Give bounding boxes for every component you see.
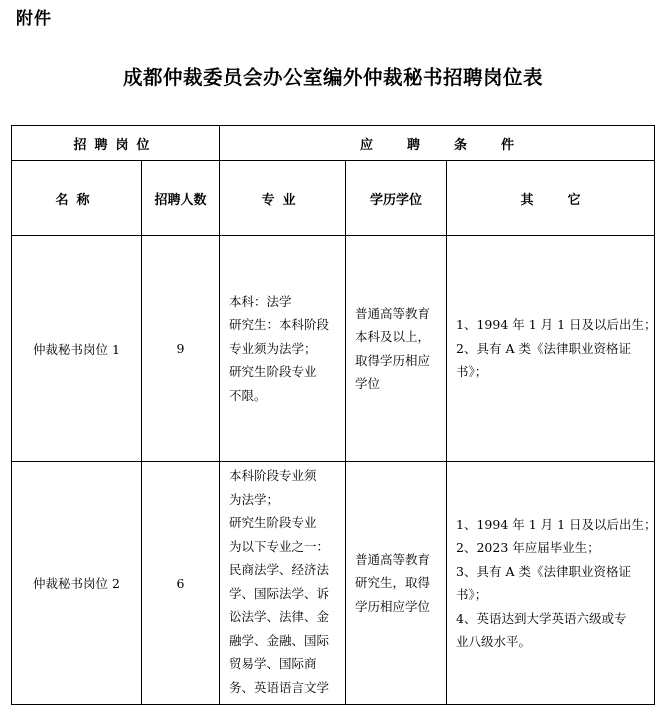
header-name: 名称: [12, 161, 142, 236]
table-column-header-row: [12, 161, 655, 236]
degree-line: 普通高等教育: [355, 305, 431, 321]
major-line: 本科阶段专业须: [229, 468, 317, 483]
table-row: [12, 236, 655, 462]
other-line: 2、具有 A 类《法律职业资格证: [456, 340, 631, 356]
row-name: 仲裁秘书岗位 2: [12, 462, 142, 705]
major-line: 不限。: [229, 387, 267, 403]
row-degree: [346, 236, 447, 462]
other-line: 3、具有 A 类《法律职业资格证: [456, 563, 631, 579]
other-line: 书》；: [456, 587, 488, 602]
major-line: 讼法学、法律、金: [229, 609, 330, 624]
row-other: [447, 462, 655, 705]
row-name: 仲裁秘书岗位 1: [12, 236, 142, 462]
table-row: [12, 462, 655, 705]
header-degree: 学历学位: [346, 161, 447, 236]
major-line: 为以下专业之一：: [229, 538, 330, 554]
degree-line: 学位: [355, 376, 381, 391]
degree-line: 普通高等教育: [355, 551, 431, 567]
other-line: 书》；: [456, 364, 488, 380]
other-line: 业八级水平。: [456, 634, 532, 649]
major-line: 贸易学、国际商: [229, 656, 317, 671]
table-group-header-row: [12, 126, 655, 161]
major-line: 研究生阶段专业: [229, 515, 317, 530]
header-group-conditions: 应聘条件: [220, 126, 655, 161]
degree-line: 取得学历相应: [355, 352, 431, 368]
major-line: 研究生阶段专业: [229, 364, 317, 380]
header-group-position: 招聘岗位: [12, 126, 220, 161]
other-line: 4、英语达到大学英语六级或专: [456, 610, 627, 626]
row-major: [220, 462, 346, 705]
other-line: 1、1994 年 1 月 1 日及以后出生；: [456, 317, 657, 333]
degree-line: 学历相应学位: [355, 598, 431, 614]
other-line: 2、2023 年应届毕业生；: [456, 540, 600, 555]
degree-line: 本科及以上，: [355, 329, 431, 344]
major-line: 学、国际法学、诉: [229, 585, 330, 601]
row-count: 9: [142, 236, 220, 462]
major-line: 本科：法学: [229, 293, 292, 309]
row-major: [220, 236, 346, 462]
row-degree: [346, 462, 447, 705]
major-line: 专业须为法学；: [229, 340, 317, 356]
major-line: 民商法学、经济法: [229, 562, 330, 577]
row-other: [447, 236, 655, 462]
document-title: 成都仲裁委员会办公室编外仲裁秘书招聘岗位表: [122, 66, 543, 89]
header-other: 其它: [447, 161, 655, 236]
major-line: 务、英语语言文学: [229, 679, 330, 695]
major-line: 融学、金融、国际: [229, 632, 330, 648]
degree-line: 研究生，取得: [355, 575, 431, 591]
row-count: 6: [142, 462, 220, 705]
recruitment-table: [11, 125, 655, 705]
header-major: 专业: [220, 161, 346, 236]
major-line: 为法学；: [229, 491, 280, 507]
attachment-label: 附件: [16, 9, 52, 29]
header-count: 招聘人数: [142, 161, 220, 236]
other-line: 1、1994 年 1 月 1 日及以后出生；: [456, 516, 657, 532]
major-line: 研究生：本科阶段: [229, 317, 330, 333]
